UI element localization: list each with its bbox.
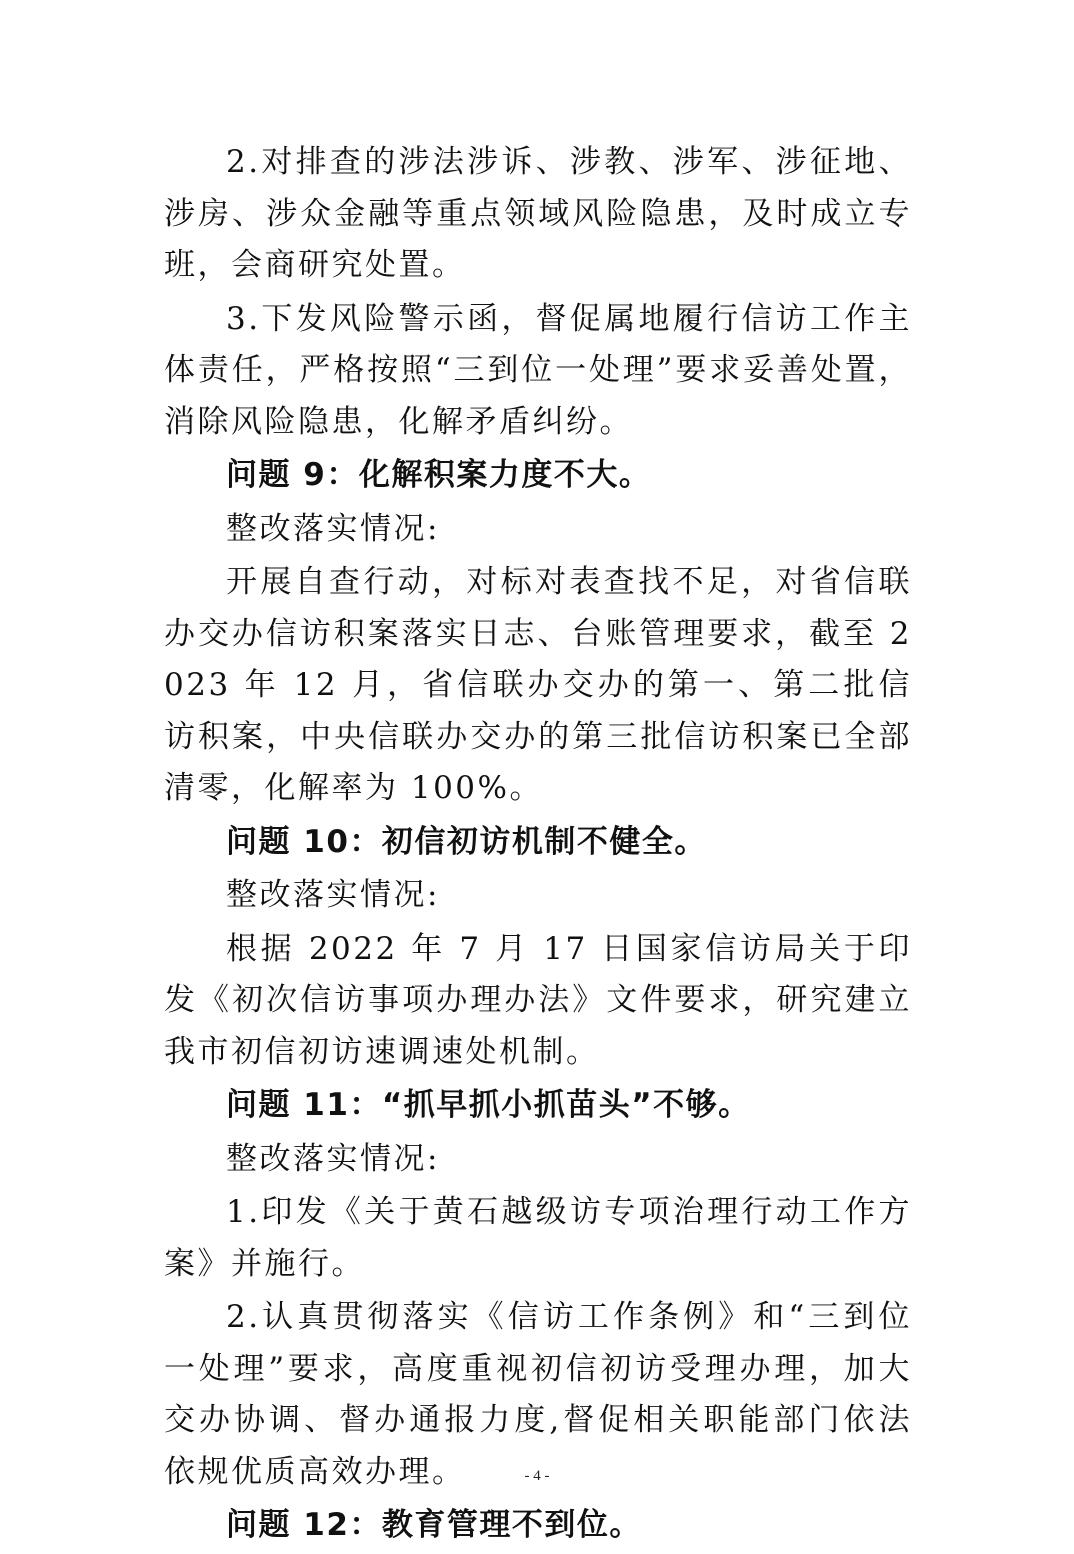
paragraph-issue-9-detail: 开展自查行动，对标对表查找不足，对省信联办交办信访积案落实日志、台账管理要求，截至 2023 年 12 月，省信联办交办的第一、第二批信访积案，中央信联办交办的第三批信访积案已全部清零，化解率为 100%。 [164,564,912,806]
rectification-label: 整改落实情况: [226,1140,440,1177]
paragraph-issue-11-item-2: 2.认真贯彻落实《信访工作条例》和“三到位一处理”要求，高度重视初信初访受理办理，加大交办协调、督办通报力度,督促相关职能部门依法依规优质高效办理。 [164,1299,912,1490]
document-body [164,137,912,1554]
issue-heading-9: 问题 9：化解积案力度不大。 [226,457,652,493]
paragraph-issue-10-detail: 根据 2022 年 7 月 17 日国家信访局关于印发《初次信访事项办理办法》文件要求，研究建立我市初信初访速调速处机制。 [164,930,912,1070]
page-number: - 4 - [524,1468,550,1484]
issue-heading-10: 问题 10：初信初访机制不健全。 [226,823,707,860]
issue-heading-11: 问题 11：“抓早抓小抓苗头”不够。 [226,1087,751,1123]
paragraph-issue-11-item-1: 1.印发《关于黄石越级访专项治理行动工作方案》并施行。 [164,1194,912,1282]
issue-heading-12: 问题 12：教育管理不到位。 [226,1507,642,1543]
paragraph-item-2: 2.对排查的涉法涉诉、涉教、涉军、涉征地、涉房、涉众金融等重点领域风险隐患，及时成立专班，会商研究处置。 [164,144,912,283]
rectification-label: 整改落实情况: [226,877,440,913]
rectification-label: 整改落实情况: [226,510,440,547]
paragraph-item-3: 3.下发风险警示函，督促属地履行信访工作主体责任，严格按照“三到位一处理”要求妥善处置，消除风险隐患，化解矛盾纠纷。 [164,300,912,440]
